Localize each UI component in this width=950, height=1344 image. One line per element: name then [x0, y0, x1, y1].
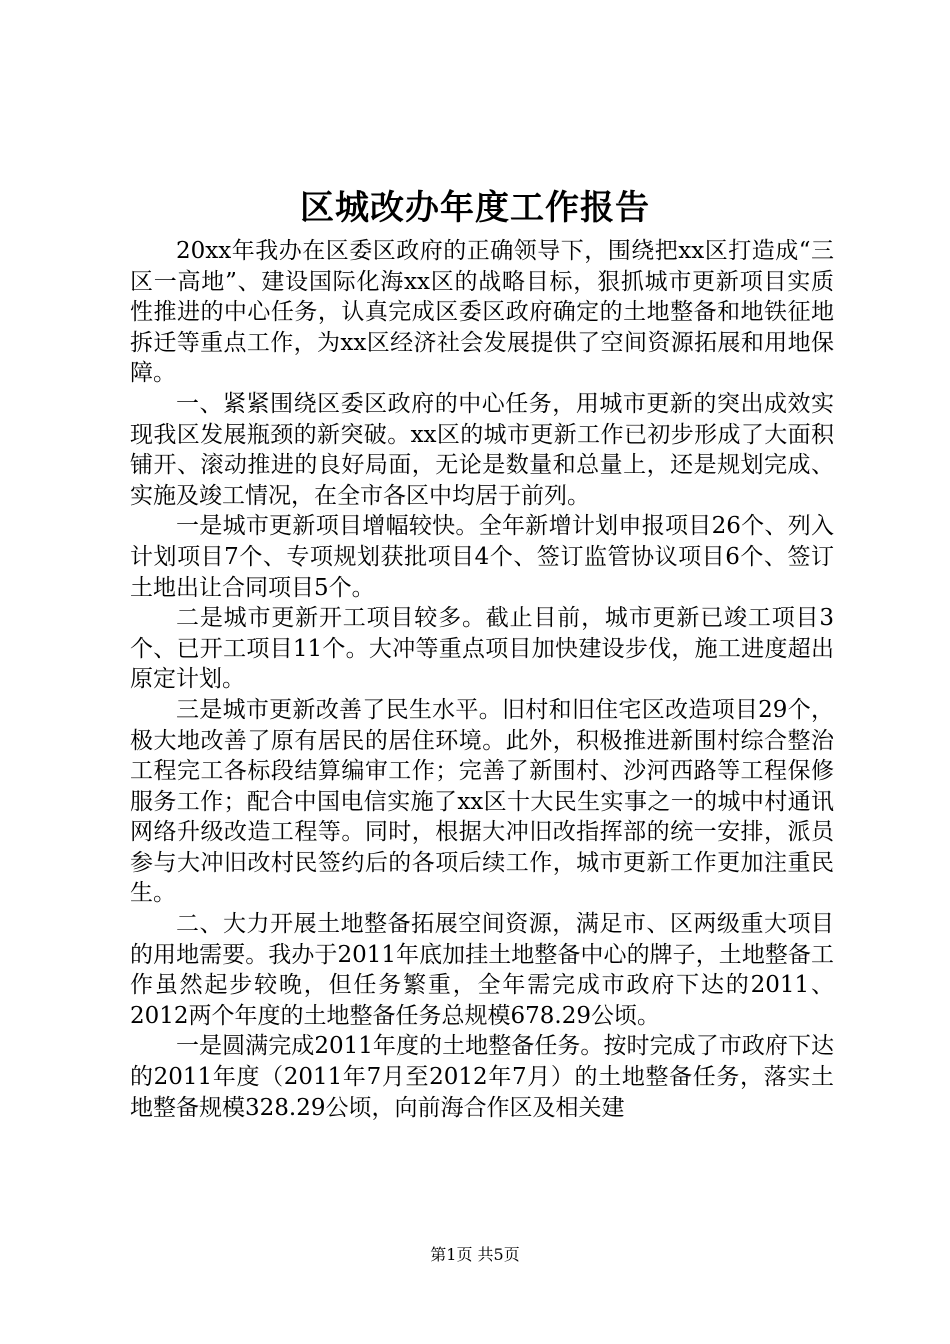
page-number-footer: 第1页 共5页: [430, 1245, 520, 1264]
paragraph-section-two: 二、大力开展土地整备拓展空间资源，满足市、区两级重大项目的用地需要。我办于2011年底加挂土地整备中心的牌子，土地整备工作虽然起步较晚，但任务繁重，全年需完成市政府下达的2011、2012两个年度的土地整备任务总规模678.29公顷。: [130, 911, 834, 1029]
paragraph-item-one: 一是城市更新项目增幅较快。全年新增计划申报项目26个、列入计划项目7个、专项规划获批项目4个、签订监管协议项目6个、签订土地出让合同项目5个。: [130, 513, 834, 601]
paragraph-intro: 20xx年我办在区委区政府的正确领导下，围绕把xx区打造成“三区一高地”、建设国际化海xx区的战略目标，狠抓城市更新项目实质性推进的中心任务，认真完成区委区政府确定的土地整备和地铁征地拆迁等重点工作，为xx区经济社会发展提供了空间资源拓展和用地保障。: [130, 238, 834, 387]
paragraph-item-three: 三是城市更新改善了民生水平。旧村和旧住宅区改造项目29个，极大地改善了原有居民的居住环境。此外，积极推进新围村综合整治工程完工各标段结算编审工作；完善了新围村、沙河西路等工程保修服务工作；配合中国电信实施了xx区十大民生实事之一的城中村通讯网络升级改造工程等。同时，根据大冲旧改指挥部的统一安排，派员参与大冲旧改村民签约后的各项后续工作，城市更新工作更加注重民生。: [130, 696, 834, 907]
paragraph-section-one: 一、紧紧围绕区委区政府的中心任务，用城市更新的突出成效实现我区发展瓶颈的新突破。xx区的城市更新工作已初步形成了大面积铺开、滚动推进的良好局面，无论是数量和总量上，还是规划完成、实施及竣工情况，在全市各区中均居于前列。: [130, 390, 834, 509]
document-title: 区城改办年度工作报告: [300, 188, 650, 228]
paragraph-item-two: 二是城市更新开工项目较多。截止目前，城市更新已竣工项目3个、已开工项目11个。大冲等重点项目加快建设步伐，施工进度超出原定计划。: [130, 605, 834, 693]
paragraph-land-item-one: 一是圆满完成2011年度的土地整备任务。按时完成了市政府下达的2011年度（2011年7月至2012年7月）的土地整备任务，落实土地整备规模328.29公顷，向前海合作区及相关建: [130, 1033, 834, 1121]
document-body: [130, 236, 834, 1123]
